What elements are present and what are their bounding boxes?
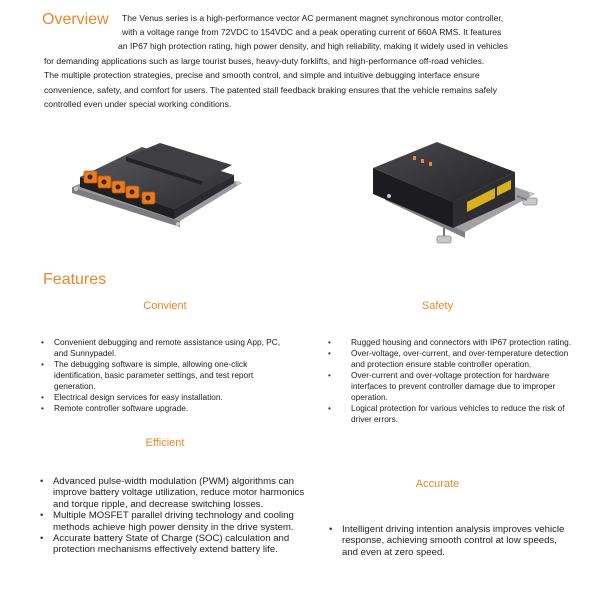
overview-line-2: with a voltage range from 72VDC to 154VDC and a peak operating current of 660A RMS. It features — [122, 27, 502, 37]
list-item: • Over-current and over-voltage protection for hardware interfaces to prevent controller damage due to improper operation. — [327, 370, 575, 403]
list-item: • Remote controller software upgrade. — [38, 403, 288, 414]
overview-line-1: The Venus series is a high-performance vector AC permanent magnet synchronous motor controller, — [122, 13, 504, 23]
overview-line-3: an IP67 high protection rating, high power density, and high reliability, making it widely used in vehicles — [118, 41, 508, 51]
controller-image-left — [62, 125, 252, 235]
overview-line-7: controlled even under special working conditions. — [44, 99, 232, 109]
safety-title: Safety — [421, 300, 454, 312]
overview-heading: Overview — [42, 11, 109, 28]
list-item: • Electrical design services for easy installation. — [38, 392, 288, 403]
list-item: • Multiple MOSFET parallel driving technology and cooling methods achieve high power density in the drive system. — [37, 510, 312, 533]
overview-line-6: convenience, safety, and comfort for users. The patented stall feedback braking ensures that the vehicle remains safely — [44, 85, 498, 95]
list-item: • Over-voltage, over-current, and over-temperature detection and protection ensure stable controller operation. — [327, 348, 575, 370]
efficient-title: Efficient — [145, 437, 185, 449]
controller-image-right — [345, 128, 545, 250]
efficient-list — [37, 476, 312, 556]
list-item: • The debugging software is simple, allowing one-click identification, basic parameter settings, and test report generation. — [38, 359, 288, 392]
list-item: • Convenient debugging and remote assistance using App, PC, and Sunnypadel. — [38, 337, 288, 359]
list-item: • Intelligent driving intention analysis improves vehicle response, achieving smooth control at low speeds, and even at zero speed. — [326, 524, 574, 558]
list-item: • Rugged housing and connectors with IP67 protection rating. — [327, 337, 575, 348]
features-heading: Features — [43, 271, 107, 288]
accurate-list — [326, 524, 574, 558]
list-item: • Logical protection for various vehicles to reduce the risk of driver errors. — [327, 403, 575, 425]
convient-title: Convient — [143, 300, 187, 312]
list-item: • Advanced pulse-width modulation (PWM) algorithms can improve battery voltage utilization, reduce motor harmonics and torque ripple, and decrease switching losses. — [37, 476, 312, 510]
accurate-title: Accurate — [415, 478, 460, 490]
list-item: • Accurate battery State of Charge (SOC) calculation and protection mechanisms effectively extend battery life. — [37, 533, 312, 556]
convient-list — [38, 337, 288, 414]
overview-line-4: for demanding applications such as large tourist buses, heavy-duty forklifts, and high-performance off-road vehicles. — [44, 56, 485, 66]
safety-list — [327, 337, 575, 425]
overview-line-5: The multiple protection strategies, precise and smooth control, and simple and intuitive debugging interface ensure — [44, 70, 480, 80]
